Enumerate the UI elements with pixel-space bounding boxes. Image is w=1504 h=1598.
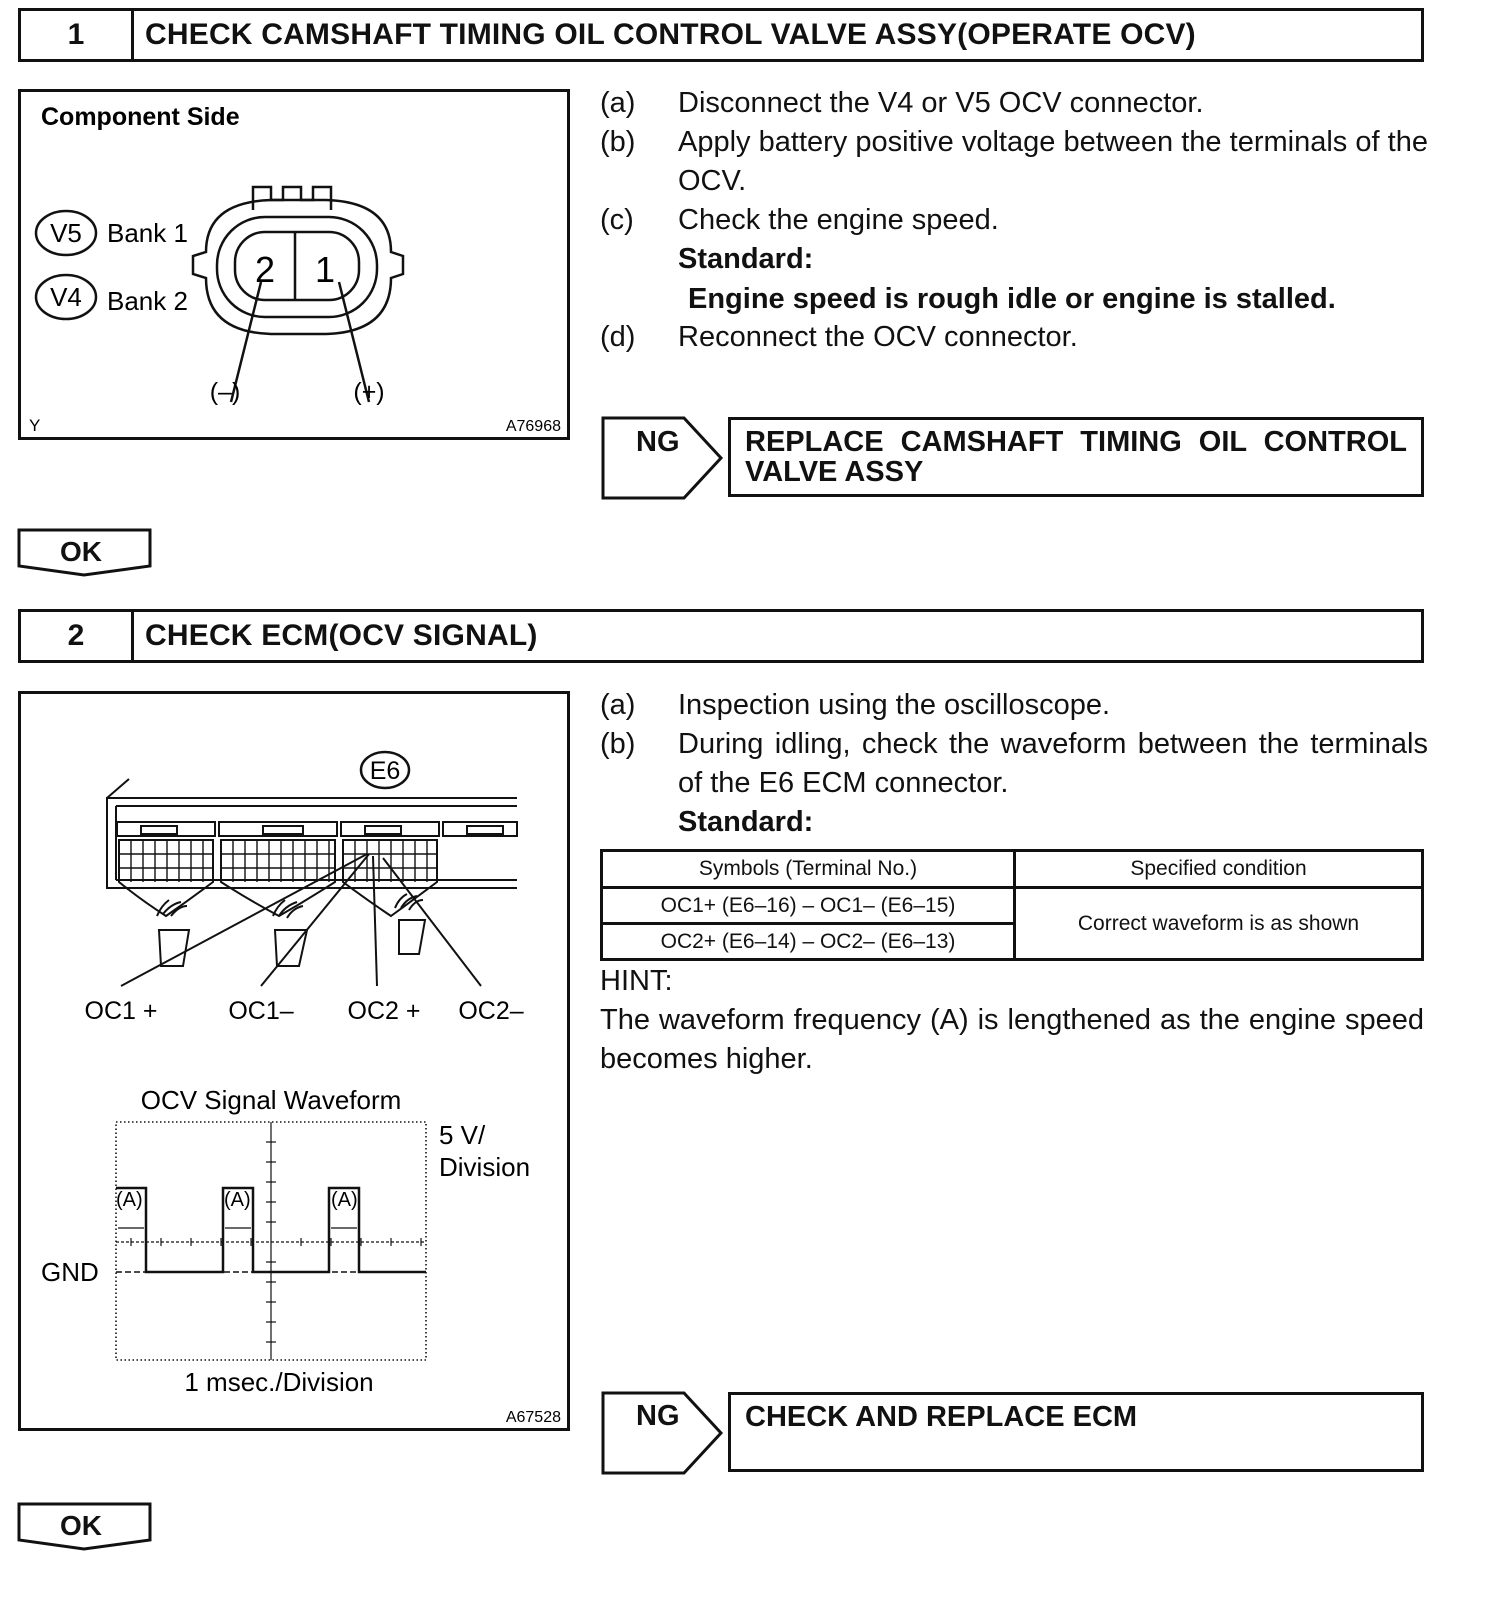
step2-title: CHECK ECM(OCV SIGNAL) [145, 619, 538, 652]
v5-label: V5 [50, 218, 82, 248]
table-cell-condition: Correct waveform is as shown [1015, 888, 1423, 960]
oc1-plus-label: OC1 + [84, 997, 158, 1025]
table-header-symbols: Symbols (Terminal No.) [602, 851, 1015, 888]
table-row [602, 888, 1423, 924]
component-side-heading: Component Side [41, 103, 240, 131]
step1-c-label: (c) [600, 204, 634, 236]
step1-a-label: (a) [600, 87, 636, 119]
pin-2-label: 2 [254, 249, 276, 290]
table-cell-oc2: OC2+ (E6–14) – OC2– (E6–13) [602, 924, 1015, 960]
oscilloscope-grid-icon [116, 1122, 426, 1360]
table-cell-oc1: OC1+ (E6–16) – OC1– (E6–15) [602, 888, 1015, 924]
step2-header [18, 609, 1424, 663]
pulse-a-label-1: (A) [116, 1189, 143, 1211]
hint-label: HINT: [600, 965, 673, 997]
negative-terminal-label: (–) [209, 378, 241, 406]
table-header-row [602, 851, 1423, 888]
e6-connector-label: E6 [369, 757, 401, 785]
ecm-waveform-figure [18, 691, 570, 1431]
v4-label: V4 [50, 282, 82, 312]
bank2-label: Bank 2 [107, 286, 188, 316]
volt-per-division-line2: Division [439, 1152, 531, 1182]
step1-ng-label: NG [636, 426, 680, 458]
connector-figure [18, 89, 570, 440]
step2-standard-label: Standard: [678, 806, 814, 838]
spec-table [600, 849, 1424, 961]
pulse-a-label-2: (A) [224, 1189, 251, 1211]
step1-d-text: Reconnect the OCV connector. [678, 321, 1078, 353]
connector-body-icon [193, 187, 403, 402]
step2-instructions [600, 686, 1428, 846]
table-header-condition: Specified condition [1015, 851, 1423, 888]
pin-1-label: 1 [314, 249, 336, 290]
hint-text: The waveform frequency (A) is lengthened as the engine speed becomes higher. [600, 1004, 1424, 1075]
step2-ok-label: OK [60, 1510, 102, 1541]
step1-c-text: Check the engine speed. [678, 204, 999, 236]
volt-per-division-line1: 5 V/ [439, 1120, 486, 1150]
step1-header [18, 8, 1424, 62]
gnd-label: GND [41, 1257, 99, 1287]
bank1-label: Bank 1 [107, 218, 188, 248]
step1-b-text: Apply battery positive voltage between the terminals of the OCV. [678, 126, 1428, 197]
step1-d-label: (d) [600, 321, 636, 353]
time-per-division-label: 1 msec./Division [184, 1367, 374, 1397]
ocv-connector-diagram [21, 92, 567, 437]
step1-title: CHECK CAMSHAFT TIMING OIL CONTROL VALVE ASSY(OPERATE OCV) [145, 18, 1196, 51]
step1-a-text: Disconnect the V4 or V5 OCV connector. [678, 87, 1204, 119]
ecm-connector-and-waveform-diagram [21, 694, 567, 1428]
oc1-minus-label: OC1– [228, 997, 294, 1025]
ecm-connector-icon [107, 779, 517, 966]
step2-a-label: (a) [600, 689, 636, 721]
figure-code: A67528 [505, 1409, 561, 1426]
step2-number: 2 [21, 612, 134, 660]
step1-instructions [600, 84, 1428, 364]
step2-ng-label: NG [636, 1400, 680, 1432]
step1-ok-label: OK [60, 536, 102, 567]
step2-b-text: During idling, check the waveform between the terminals of the E6 ECM connector. [678, 728, 1428, 799]
pulse-a-label-3: (A) [331, 1189, 358, 1211]
figure-code: A76968 [505, 418, 561, 435]
step2-b-label: (b) [600, 728, 636, 760]
positive-terminal-label: (+) [353, 378, 385, 406]
step1-standard-label: Standard: [678, 243, 814, 275]
step1-b-label: (b) [600, 126, 636, 158]
step1-ng-action: REPLACE CAMSHAFT TIMING OIL CONTROL VALVE ASSY [728, 417, 1424, 497]
oc2-plus-label: OC2 + [347, 997, 421, 1025]
step1-number: 1 [21, 11, 134, 59]
oc2-minus-label: OC2– [458, 997, 524, 1025]
step2-ng-action: CHECK AND REPLACE ECM [728, 1392, 1424, 1472]
figure-corner-mark: Y [29, 416, 41, 435]
step2-a-text: Inspection using the oscilloscope. [678, 689, 1111, 721]
step1-standard-value: Engine speed is rough idle or engine is stalled. [688, 283, 1336, 315]
waveform-title: OCV Signal Waveform [140, 1085, 402, 1115]
hint-block [600, 962, 1424, 1079]
